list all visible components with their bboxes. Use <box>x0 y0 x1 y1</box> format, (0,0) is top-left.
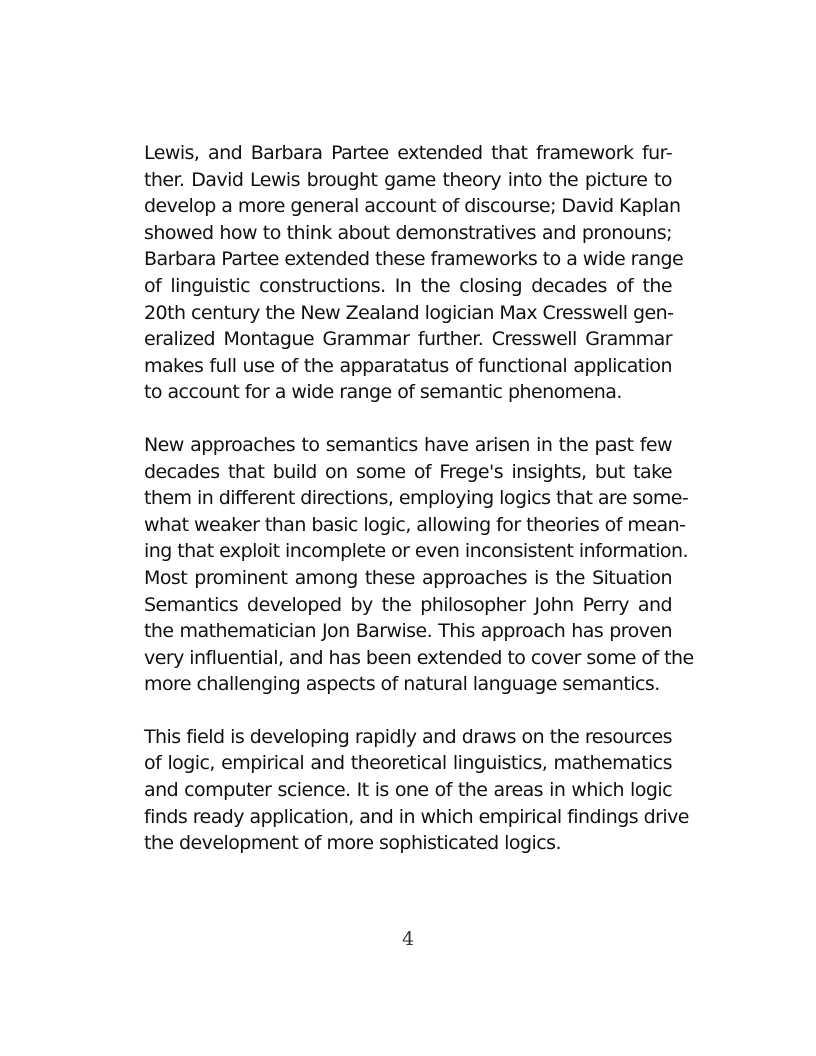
text-line: ing that exploit incomplete or even inconsistent information. <box>144 540 688 563</box>
page-number: 4 <box>401 928 415 950</box>
text-line: Barbara Partee extended these frameworks to a wide range <box>144 248 684 271</box>
text-line: develop a more general account of discourse; David Kaplan <box>144 195 681 218</box>
text-line: makes full use of the apparatatus of functional application <box>144 354 672 377</box>
text-line: them in different directions, employing logics that are some- <box>144 487 689 510</box>
text-line: and computer science. It is one of the areas in which logic <box>144 779 672 802</box>
text-line: eralized Montague Grammar further. Cresswell Grammar <box>144 328 672 351</box>
paragraph-gap <box>144 698 672 724</box>
paragraph-2 <box>144 432 694 698</box>
text-line: Most prominent among these approaches is the Situation <box>144 566 672 589</box>
paragraph-gap <box>144 406 672 432</box>
text-line: the development of more sophisticated logics. <box>144 832 561 855</box>
text-line: New approaches to semantics have arisen in the past few <box>144 433 672 456</box>
text-line: what weaker than basic logic, allowing for theories of mean- <box>144 513 686 536</box>
text-line: 20th century the New Zealand logician Max Cresswell gen- <box>144 301 674 324</box>
text-line: more challenging aspects of natural language semantics. <box>144 673 660 696</box>
text-line: finds ready application, and in which empirical findings drive <box>144 805 689 828</box>
text-line: showed how to think about demonstratives and pronouns; <box>144 221 672 244</box>
text-line: of linguistic constructions. In the closing decades of the <box>144 274 672 297</box>
paragraph-1 <box>144 140 684 406</box>
paragraph-3 <box>144 724 689 857</box>
text-line: Lewis, and Barbara Partee extended that framework fur- <box>144 142 672 164</box>
text-line: This field is developing rapidly and draws on the resources <box>144 725 672 748</box>
text-line: ther. David Lewis brought game theory into the picture to <box>144 168 672 191</box>
text-line: very influential, and has been extended to cover some of the <box>144 646 694 669</box>
text-line: Semantics developed by the philosopher John Perry and <box>144 593 672 616</box>
text-line: to account for a wide range of semantic phenomena. <box>144 381 622 404</box>
text-line: decades that build on some of Frege's insights, but take <box>144 460 672 483</box>
page-body <box>144 140 694 857</box>
text-line: the mathematician Jon Barwise. This approach has proven <box>144 620 672 643</box>
text-line: of logic, empirical and theoretical linguistics, mathematics <box>144 752 672 775</box>
